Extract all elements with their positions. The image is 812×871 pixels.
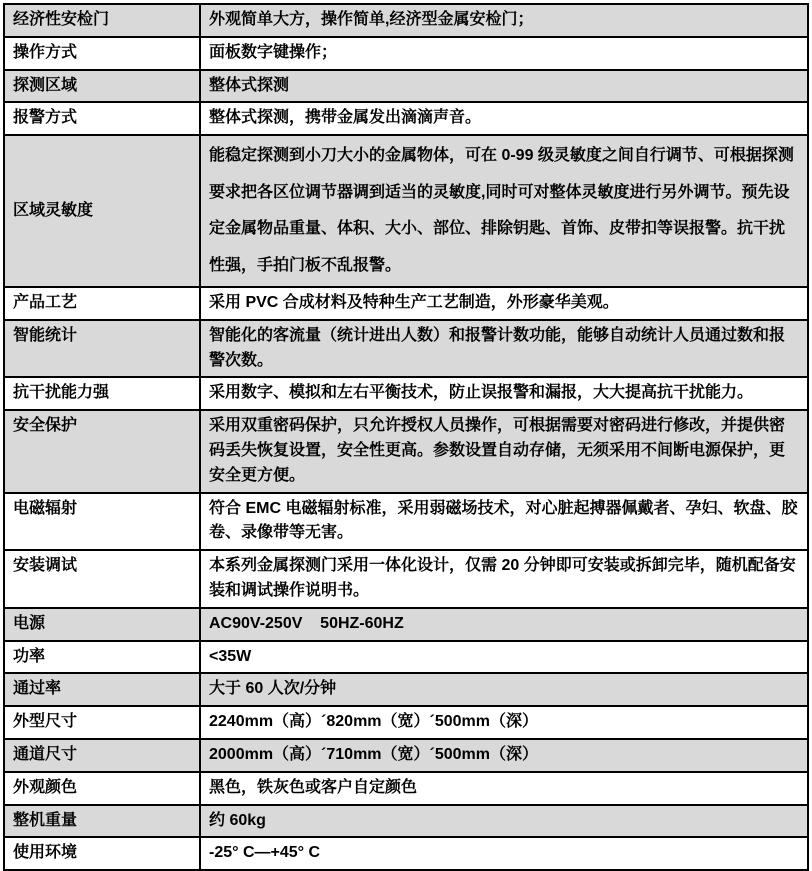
spec-value: 约 60kg xyxy=(200,805,808,838)
table-row-power xyxy=(4,641,808,674)
spec-value: -25° C—+45° C xyxy=(200,837,808,870)
spec-label: 抗干扰能力强 xyxy=(4,377,200,410)
spec-value: 大于 60 人次/分钟 xyxy=(200,673,808,706)
spec-value: 黑色，铁灰色或客户自定颜色 xyxy=(200,772,808,805)
spec-value: 外观简单大方，操作简单,经济型金属安检门； xyxy=(200,4,808,37)
spec-value: 整体式探测 xyxy=(200,70,808,103)
table-row-installation xyxy=(4,550,808,608)
spec-value: 能稳定探测到小刀大小的金属物体，可在 0-99 级灵敏度之间自行调节、可根据探测要求把各区位调节器调到适当的灵敏度,同时可对整体灵敏度进行另外调节。预先设定金属物品重量、体积、大小、部位、排除钥匙、首饰、皮带扣等误报警。抗干扰性强，手拍门板不乱报警。 xyxy=(200,135,808,287)
spec-table xyxy=(3,3,809,871)
table-row-total-weight xyxy=(4,805,808,838)
table-row-zone-sensitivity xyxy=(4,135,808,287)
spec-label: 安装调试 xyxy=(4,550,200,608)
spec-label: 使用环境 xyxy=(4,837,200,870)
spec-value: 2000mm（高）´710mm（宽）´500mm（深） xyxy=(200,739,808,772)
spec-label: 电源 xyxy=(4,608,200,641)
table-row-pass-rate xyxy=(4,673,808,706)
table-row-em-radiation xyxy=(4,493,808,551)
spec-value: 智能化的客流量（统计进出人数）和报警计数功能，能够自动统计人员通过数和报警次数。 xyxy=(200,320,808,378)
table-row-economic-gate xyxy=(4,4,808,37)
spec-value: <35W xyxy=(200,641,808,674)
spec-value: 面板数字键操作； xyxy=(200,37,808,70)
spec-value: 整体式探测，携带金属发出滴滴声音。 xyxy=(200,102,808,135)
spec-table-body xyxy=(4,4,808,870)
spec-value: 采用双重密码保护，只允许授权人员操作，可根据需要对密码进行修改，并提供密码丢失恢复设置，安全性更高。参数设置自动存储，无须采用不间断电源保护，更安全更方便。 xyxy=(200,410,808,492)
spec-label: 智能统计 xyxy=(4,320,200,378)
spec-label: 报警方式 xyxy=(4,102,200,135)
table-row-appearance-color xyxy=(4,772,808,805)
spec-label: 区域灵敏度 xyxy=(4,135,200,287)
table-row-channel-dimensions xyxy=(4,739,808,772)
spec-value: 符合 EMC 电磁辐射标准，采用弱磁场技术，对心脏起搏器佩戴者、孕妇、软盘、胶卷、录像带等无害。 xyxy=(200,493,808,551)
table-row-detection-area xyxy=(4,70,808,103)
spec-value: 采用 PVC 合成材料及特种生产工艺制造，外形豪华美观。 xyxy=(200,287,808,320)
spec-value: 采用数字、模拟和左右平衡技术，防止误报警和漏报，大大提高抗干扰能力。 xyxy=(200,377,808,410)
spec-label: 通过率 xyxy=(4,673,200,706)
spec-label: 外型尺寸 xyxy=(4,706,200,739)
spec-label: 电磁辐射 xyxy=(4,493,200,551)
spec-label: 操作方式 xyxy=(4,37,200,70)
spec-label: 安全保护 xyxy=(4,410,200,492)
spec-label: 功率 xyxy=(4,641,200,674)
spec-label: 探测区域 xyxy=(4,70,200,103)
table-row-operation-mode xyxy=(4,37,808,70)
spec-value: 2240mm（高）´820mm（宽）´500mm（深） xyxy=(200,706,808,739)
spec-label: 经济性安检门 xyxy=(4,4,200,37)
spec-value: AC90V-250V 50HZ-60HZ xyxy=(200,608,808,641)
table-row-security-protection xyxy=(4,410,808,492)
spec-label: 外观颜色 xyxy=(4,772,200,805)
table-row-product-craft xyxy=(4,287,808,320)
table-row-anti-interference xyxy=(4,377,808,410)
table-row-operating-environment xyxy=(4,837,808,870)
table-row-power-supply xyxy=(4,608,808,641)
spec-value: 本系列金属探测门采用一体化设计，仅需 20 分钟即可安装或拆卸完毕，随机配备安装和调试操作说明书。 xyxy=(200,550,808,608)
spec-label: 产品工艺 xyxy=(4,287,200,320)
spec-label: 通道尺寸 xyxy=(4,739,200,772)
table-row-smart-statistics xyxy=(4,320,808,378)
table-row-outer-dimensions xyxy=(4,706,808,739)
spec-label: 整机重量 xyxy=(4,805,200,838)
table-row-alarm-mode xyxy=(4,102,808,135)
